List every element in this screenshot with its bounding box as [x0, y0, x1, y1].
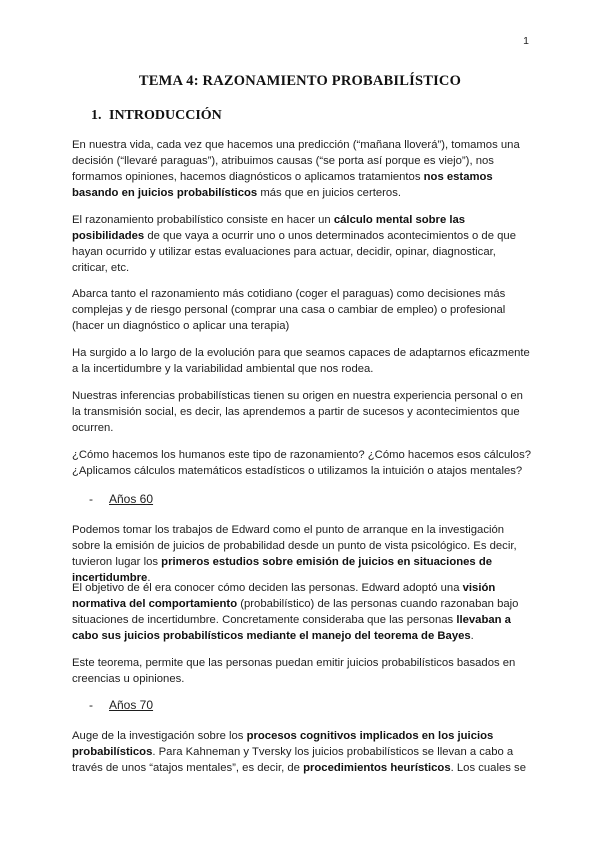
document-title: TEMA 4: RAZONAMIENTO PROBABILÍSTICO: [138, 73, 462, 89]
paragraph-text: de que vaya a ocurrir uno o unos determinados acontecimientos o de que hayan ocurrido y utilizar estas evaluaciones para actuar, decidir, opinar, diagnosticar, criticar, etc.: [72, 230, 516, 274]
paragraph-text: (probabilístico) de las personas cuando razonaban bajo situaciones de incertidumbre. Concretamente consideraba que las personas: [72, 598, 519, 626]
paragraph-text: Auge de la investigación sobre los: [72, 730, 247, 742]
paragraph-intro: [72, 137, 534, 201]
bold-text: nos estamos basando en juicios probabilísticos: [72, 171, 493, 199]
paragraph-text: En nuestra vida, cada vez que hacemos una predicción (“mañana lloverá”), tomamos una decisión (“llevaré paraguas”), atribuimos causas (“se porta así porque es viejo”), nos formamos opiniones, hacemos diagnósticos o aplicamos tratamientos: [72, 139, 520, 183]
subheading-anos-70: [89, 698, 153, 712]
bold-text: cálculo mental sobre las posibilidades: [72, 214, 466, 242]
paragraph-definition: [72, 212, 534, 276]
page-number: 1: [523, 35, 529, 47]
paragraph-origin: Nuestras inferencias probabilísticas tienen su origen en nuestra experiencia personal o en la transmisión social, es decir, las aprendemos a partir de sucesos y acontecimientos que ocurren.: [72, 390, 523, 434]
paragraph-text: Podemos tomar los trabajos de Edward como el punto de arranque en la investigación sobre la emisión de juicios de probabilidad desde un punto de vista psicológico. Es decir, tuvieron lugar los: [72, 524, 517, 568]
subheading-label: Años 60: [109, 492, 154, 506]
paragraph-text: El objetivo de él era conocer cómo deciden las personas. Edward adoptó una: [72, 582, 463, 594]
dash-bullet: -: [89, 698, 93, 712]
paragraph-text: .: [147, 572, 151, 584]
paragraph-text: . Para Kahneman y Tversky los juicios probabilísticos se llevan a cabo a través de unos “atajos mentales”, es decir, de: [72, 746, 514, 774]
bold-text: visión normativa del comportamiento: [72, 582, 496, 610]
paragraph-text: El razonamiento probabilístico consiste en hacer un: [72, 214, 334, 226]
paragraph-text: . Los cuales se: [450, 762, 526, 774]
subheading-anos-60: [89, 492, 153, 506]
section-label: INTRODUCCIÓN: [109, 108, 222, 123]
paragraph-evolution: Ha surgido a lo largo de la evolución para que seamos capaces de adaptarnos eficazmente a la incertidumbre y la variabilidad ambiental que nos rodea.: [72, 347, 530, 375]
bold-text: procesos cognitivos implicados en los juicios probabilísticos: [72, 730, 494, 758]
paragraph-scope: Abarca tanto el razonamiento más cotidiano (coger el paraguas) como decisiones más complejas y de riesgo personal (comprar una casa o cambiar de empleo) o profesional (hacer un diagnóstico o aplicar una terapia): [72, 288, 506, 332]
paragraph-kahneman: [72, 728, 534, 776]
paragraph-text: .: [470, 630, 474, 642]
paragraph-theorem: Este teorema, permite que las personas puedan emitir juicios probabilísticos basados en creencias u opiniones.: [72, 657, 516, 685]
paragraph-text: más que en juicios certeros.: [257, 187, 401, 199]
paragraph-edward: [72, 522, 534, 586]
dash-bullet: -: [89, 492, 93, 506]
paragraph-objective: [72, 580, 534, 644]
bold-text: llevaban a cabo sus juicios probabilísticos mediante el manejo del teorema de Bayes: [72, 614, 511, 642]
subheading-label: Años 70: [109, 698, 154, 712]
bold-text: primeros estudios sobre emisión de juicios en situaciones de incertidumbre: [72, 556, 493, 584]
section-heading: [91, 108, 222, 124]
bold-text: procedimientos heurísticos: [303, 762, 451, 774]
paragraph-questions: ¿Cómo hacemos los humanos este tipo de razonamiento? ¿Cómo hacemos esos cálculos? ¿Aplicamos cálculos matemáticos estadísticos o utilizamos la intuición o atajos mentales?: [72, 449, 532, 477]
section-number: 1.: [91, 108, 102, 123]
